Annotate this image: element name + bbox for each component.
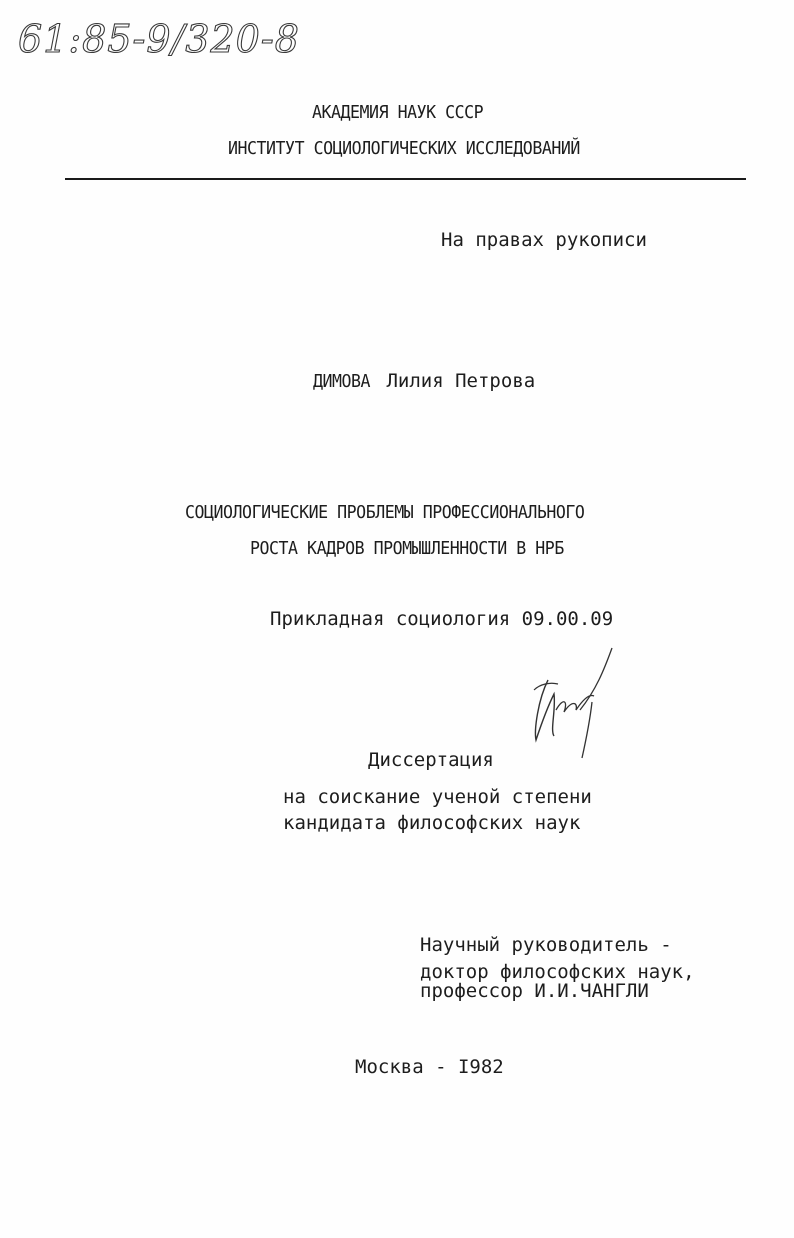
supervisor-name: профессор И.И.ЧАНГЛИ xyxy=(420,980,649,1002)
degree-line-2: кандидата философских наук xyxy=(283,812,581,834)
supervisor-degree: доктор философских наук, xyxy=(420,961,695,983)
header-divider xyxy=(65,178,746,180)
place-and-year: Москва - I982 xyxy=(355,1056,504,1078)
supervisor-label: Научный руководитель - xyxy=(420,934,672,956)
rights-note: На правах рукописи xyxy=(441,229,647,251)
signature xyxy=(520,640,630,770)
institute-name: ИНСТИТУТ СОЦИОЛОГИЧЕСКИХ ИССЛЕДОВАНИЙ xyxy=(228,138,580,159)
author-given-names: Лилия Петрова xyxy=(386,370,536,392)
degree-line-1: на соискание ученой степени xyxy=(283,786,592,808)
thesis-title-line-1: СОЦИОЛОГИЧЕСКИЕ ПРОБЛЕМЫ ПРОФЕССИОНАЛЬНОГО xyxy=(185,502,585,523)
thesis-title-line-2: РОСТА КАДРОВ ПРОМЫШЛЕННОСТИ В НРБ xyxy=(250,538,564,559)
specialty: Прикладная социология 09.00.09 xyxy=(270,608,614,630)
author-name xyxy=(313,372,535,391)
archive-number-text: 61:85-9/320-8 xyxy=(18,17,300,61)
author-surname: ДИМОВА xyxy=(313,371,371,392)
handwritten-archive-number xyxy=(18,10,300,70)
academy-name: АКАДЕМИЯ НАУК СССР xyxy=(312,102,484,123)
dissertation-label: Диссертация xyxy=(368,749,494,771)
